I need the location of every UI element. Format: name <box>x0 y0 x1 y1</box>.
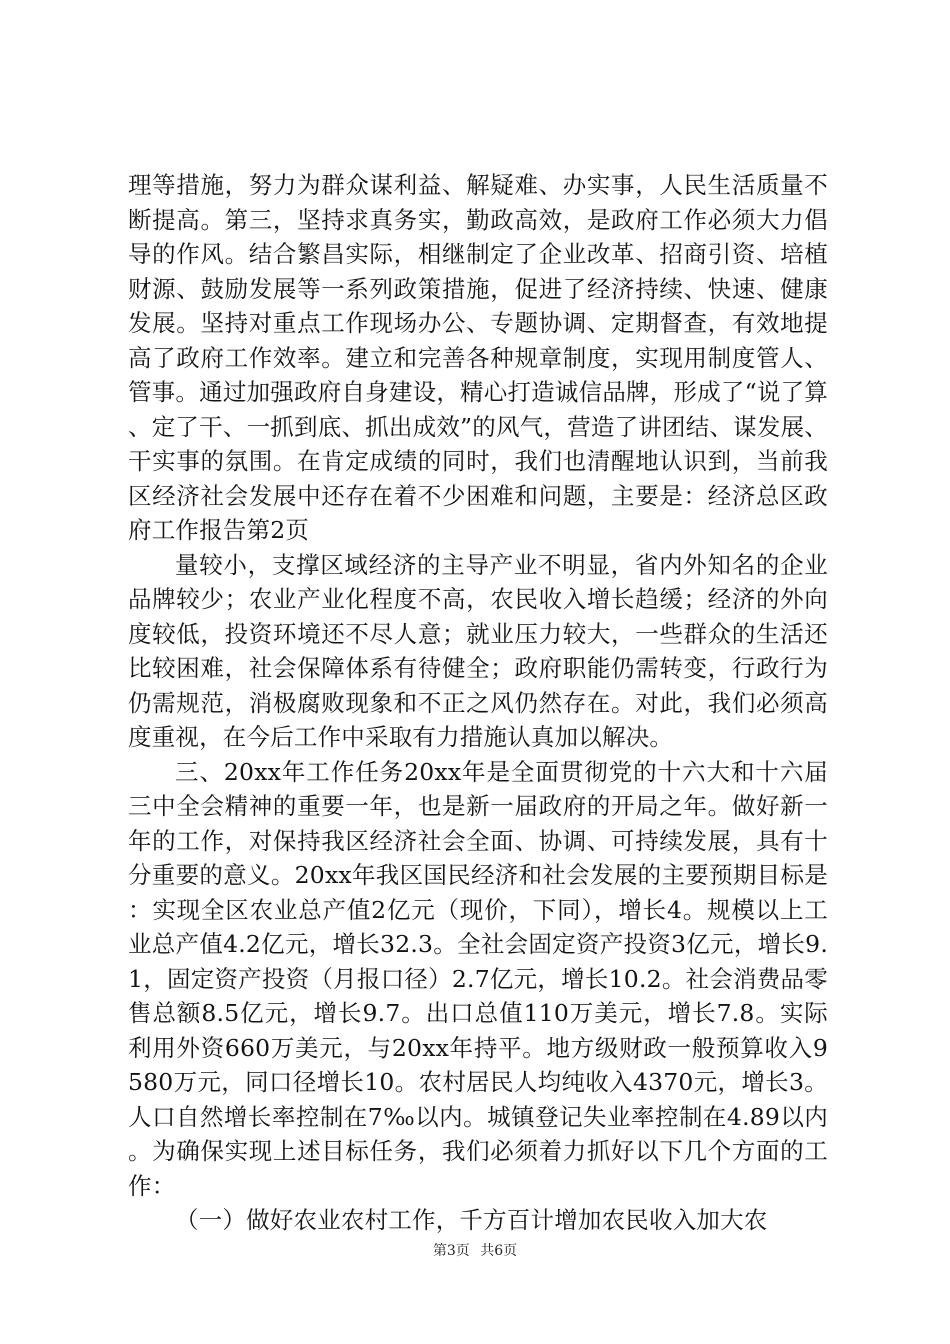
page-footer <box>0 1240 950 1260</box>
page-number: 第3页 <box>432 1243 470 1259</box>
paragraph-1: 理等措施，努力为群众谋利益、解疑难、办实事，人民生活质量不断提高。第三，坚持求真务实，勤政高效，是政府工作必须大力倡导的作风。结合繁昌实际，相继制定了企业改革、招商引资、培植财源、鼓励发展等一系列政策措施，促进了经济持续、快速、健康发展。坚持对重点工作现场办公、专题协调、定期督查，有效地提高了政府工作效率。建立和完善各种规章制度，实现用制度管人、管事。通过加强政府自身建设，精心打造诚信品牌，形成了“说了算、定了干、一抓到底、抓出成效”的风气，营造了讲团结、谋发展、干实事的氛围。在肯定成绩的同时，我们也清醒地认识到，当前我区经济社会发展中还存在着不少困难和问题，主要是：经济总区政府工作报告第2页 <box>128 171 828 544</box>
paragraph-2: 量较小，支撑区域经济的主导产业不明显，省内外知名的企业品牌较少；农业产业化程度不高，农民收入增长趋缓；经济的外向度较低，投资环境还不尽人意；就业压力较大，一些群众的生活还比较困难，社会保障体系有待健全；政府职能仍需转变，行政行为仍需规范，消极腐败现象和不正之风仍然存在。对此，我们必须高度重视，在今后工作中采取有力措施认真加以解决。 <box>128 550 828 751</box>
paragraph-3: 三、20xx年工作任务20xx年是全面贯彻党的十六大和十六届三中全会精神的重要一年，也是新一届政府的开局之年。做好新一年的工作，对保持我区经济社会全面、协调、可持续发展，具有十分重要的意义。20xx年我区国民经济和社会发展的主要预期目标是：实现全区农业总产值2亿元（现价，下同），增长4。规模以上工业总产值4.2亿元，增长32.3。全社会固定资产投资3亿元，增长9.1，固定资产投资（月报口径）2.7亿元，增长10.2。社会消费品零售总额8.5亿元，增长9.7。出口总值110万美元，增长7.8。实际利用外资660万美元，与20xx年持平。地方级财政一般预算收入9580万元，同口径增长10。农村居民人均纯收入4370元，增长3。人口自然增长率控制在7‰以内。城镇登记失业率控制在4.89以内。为确保实现上述目标任务，我们必须着力抓好以下几个方面的工作： <box>128 757 828 1200</box>
paragraph-4: （一）做好农业农村工作，千方百计增加农民收入加大农 <box>175 1206 768 1234</box>
page-total: 共6页 <box>480 1243 518 1259</box>
document-body <box>128 168 828 1238</box>
